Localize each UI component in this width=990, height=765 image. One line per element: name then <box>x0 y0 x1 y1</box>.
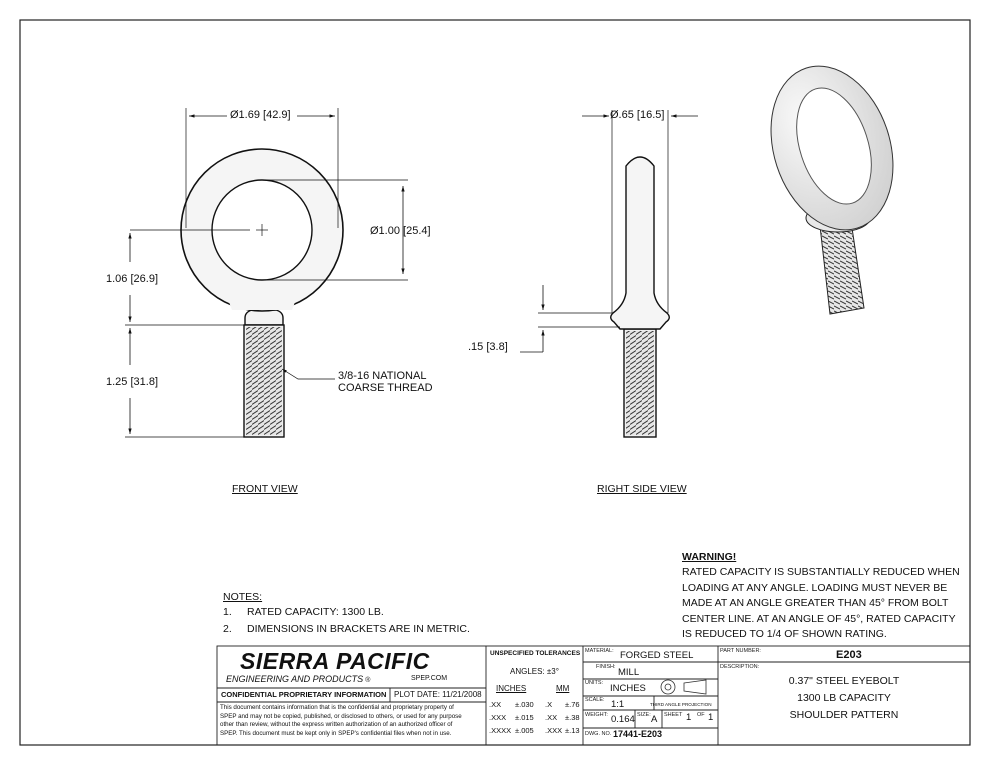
plot-date: PLOT DATE: 11/21/2008 <box>394 690 482 699</box>
size-value: A <box>651 714 658 725</box>
units-label: UNITS: <box>585 680 604 686</box>
angles-tolerance: ANGLES: ±3° <box>510 667 559 676</box>
description-label: DESCRIPTION: <box>720 664 760 670</box>
mm-heading: MM <box>556 684 570 693</box>
sheet-value: 1 <box>686 712 692 723</box>
company-logo: SIERRA PACIFIC <box>240 648 430 674</box>
mm-tolerances: .X ±.76 .XX ±.38 .XXX ±.13 <box>545 700 580 735</box>
units-value: INCHES <box>610 683 646 694</box>
sheet-label: SHEET <box>664 712 683 718</box>
website: SPEP.COM <box>411 675 448 682</box>
notes-heading: NOTES: <box>223 591 263 603</box>
company-subtitle: ENGINEERING AND PRODUCTS ® <box>226 674 371 684</box>
projection-symbol <box>661 680 706 694</box>
projection-label: THIRD ANGLE PROJECTION <box>650 702 712 707</box>
dim-thickness: Ø.65 [16.5] <box>610 109 665 121</box>
confidential-heading: CONFIDENTIAL PROPRIETARY INFORMATION <box>221 690 387 699</box>
material-label: MATERIAL: <box>585 648 614 654</box>
side-view-label: RIGHT SIDE VIEW <box>597 483 687 495</box>
note-item: 2. DIMENSIONS IN BRACKETS ARE IN METRIC. <box>223 623 470 635</box>
front-view-label: FRONT VIEW <box>232 483 298 495</box>
part-number: E203 <box>836 649 862 661</box>
dwg-label: DWG. NO. <box>585 731 612 737</box>
warning-text: RATED CAPACITY IS SUBSTANTIALLY REDUCED WHEN LOADING AT ANY ANGLE. LOADING MUST NEVER BE MADE AT AN ANGLE GREATER THAN 45° FROM BOLT CENTER LINE. AT AN ANGLE OF 45°, RATED CAPACITY IS REDUCED TO 1/4 OF SHOWN RATING. <box>682 566 960 640</box>
scale-value: 1:1 <box>611 699 625 710</box>
scale-label: SCALE: <box>585 697 605 703</box>
inches-heading: INCHES <box>496 684 527 693</box>
dim-eye-height: 1.06 [26.9] <box>106 273 159 285</box>
description: 0.37" STEEL EYEBOLT 1300 LB CAPACITY SHOULDER PATTERN <box>788 675 900 721</box>
sheet-total: 1 <box>708 712 714 723</box>
dim-shoulder: .15 [3.8] <box>468 341 508 353</box>
dim-inner-diameter: Ø1.00 [25.4] <box>370 225 431 237</box>
finish-value: MILL <box>618 667 640 678</box>
note-item: 1. RATED CAPACITY: 1300 LB. <box>223 606 384 618</box>
weight-label: WEIGHT: <box>585 712 608 718</box>
dim-shank-length: 1.25 [31.8] <box>106 376 159 388</box>
thread-note: 3/8-16 NATIONAL COARSE THREAD <box>338 370 433 394</box>
warning-heading: WARNING! <box>682 551 737 563</box>
of-label: OF <box>697 712 705 718</box>
confidential-text: This document contains information that is the confidential and proprietary property of SPEP and may not be copied, published, or disclosed to others, or used for any purpose other than review, without the express written authorization of an authorized officer of SPEP. This document must be kept only in SPEP's confidential files when not in use. <box>220 704 462 737</box>
dim-outer-diameter: Ø1.69 [42.9] <box>230 109 291 121</box>
inch-tolerances: .XX ±.030 .XXX ±.015 .XXXX ±.005 <box>489 700 534 735</box>
dwg-number: 17441-E203 <box>613 729 663 739</box>
material-value: FORGED STEEL <box>620 650 694 661</box>
finish-label: FINISH: <box>596 664 616 670</box>
side-view <box>520 110 698 437</box>
part-number-label: PART NUMBER: <box>720 648 761 654</box>
size-label: SIZE: <box>637 712 651 718</box>
weight-value: 0.164 <box>611 714 635 725</box>
tolerances-heading: UNSPECIFIED TOLERANCES <box>490 650 581 657</box>
isometric-view <box>751 50 913 314</box>
